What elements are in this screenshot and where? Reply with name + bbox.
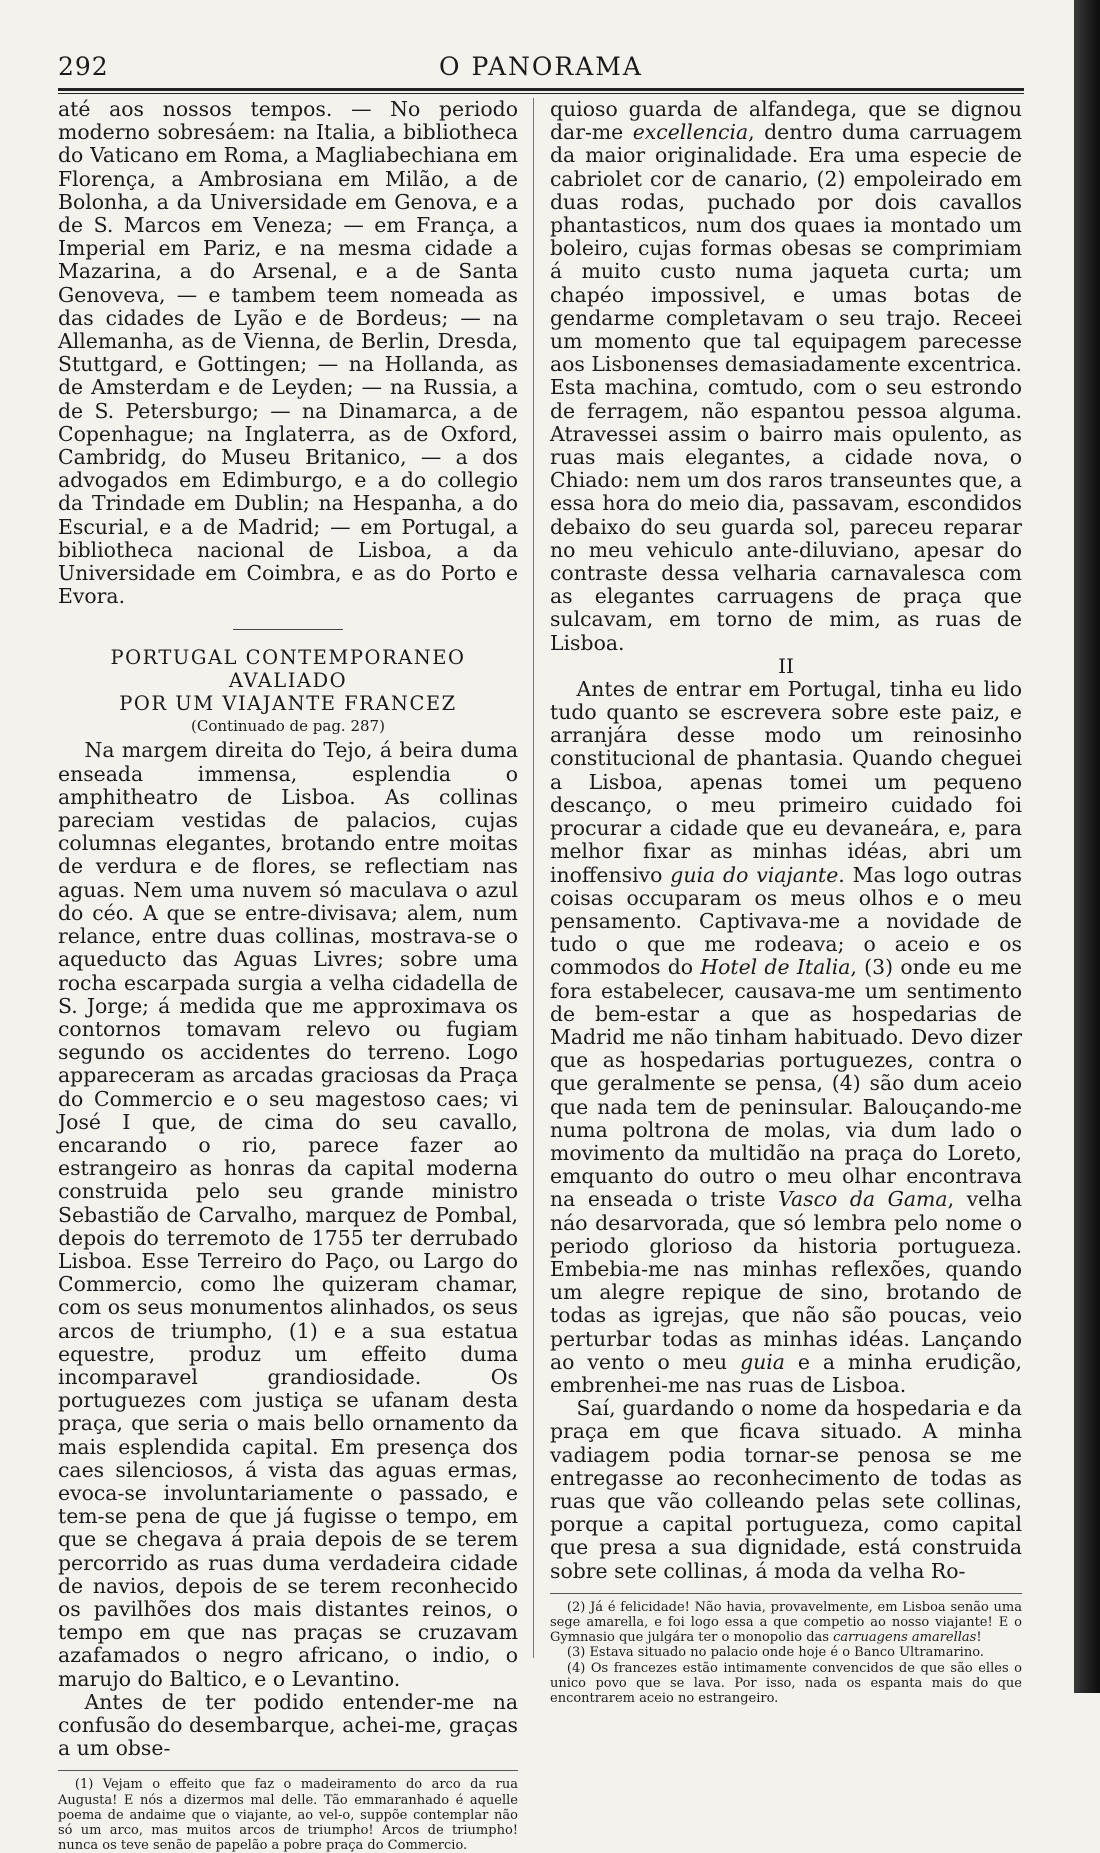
article-paragraph — [550, 678, 1022, 1397]
text-run: , dentro duma carruagem da maior originalidade. Era uma especie de cabriolet cor de canario, (2) empoleirado em duas rodas, puchado por dois cavallos phantasticos, num dos quaes ia montado um boleiro, cujas formas obesas se comprimiam á muito custo numa jaqueta curta; um chapéo impossivel, e umas botas de gendarme completavam o seu trajo. Receei um momento que tal equipagem parecesse aos Lisbonenses demasiadamente excentrica. Esta machina, comtudo, com o seu estrondo de ferragem, não espantou pessoa alguma. Atravessei assim o bairro mais opulento, as ruas mais elegantes, a cidade nova, o Chiado: nem um dos raros transeuntes que, a essa hora do meio dia, passavam, escondidos debaixo do seu guarda sol, pareceu reparar no meu vehiculo ante-diluviano, apesar do contraste dessa velharia carnavalesca com as elegantes carruagens de praça que sulcavam, em torno de mim, as ruas de Lisboa. — [550, 120, 1023, 655]
section-rule — [233, 629, 343, 630]
article-title-line-1: PORTUGAL CONTEMPORANEO AVALIADO — [110, 646, 466, 693]
text-run: ! — [976, 1630, 982, 1646]
article-subtitle: (Continuado de pag. 287) — [191, 717, 385, 736]
italic-phrase: carruagens amarellas — [833, 1630, 977, 1646]
footnote-rule — [550, 1593, 1022, 1594]
article-paragraph: Saí, guardando o nome da hospedaria e da praça em que ficava situado. A minha vadiagem podia tornar-se penosa se me entregasse ao reconhecimento de todas as ruas que vão colleando pelas sete collinas, porque a capital portugueza, como capital que presa a sua dignidade, está construida sobre sete collinas, á moda da velha Ro- — [550, 1396, 1022, 1583]
text-run: e a minha erudição, embrenhei-me nas ruas de Lisboa. — [550, 1349, 1022, 1397]
text-run: quioso guarda de alfandega, que se dignou dar-me — [550, 97, 1022, 145]
italic-phrase: excellencia — [632, 120, 749, 145]
italic-phrase: guia — [740, 1349, 785, 1374]
header-rule — [58, 88, 1024, 94]
text-run: , velha náo desarvorada, que só lembra pelo nome o periodo glorioso da historia portugueza. Embebia-me nas minhas reflexões, quando um alegre repique de sino, brotando de todas as igrejas, que não são poucas, veio perturbar todas as minhas idéas. Lançando ao vento o meu — [550, 1187, 1023, 1374]
footnote: (1) Vejam o effeito que faz o madeiramento do arco da rua Augusta! E nós a dizermos mal delle. Tão emmaranhado é aquelle poema de andaime que o viajante, ao vel-o, suppõe contemplar não só um arco, mas muitos arcos de triumpho! Arcos de triumpho! nunca os teve senão de papelão a pobre praça do Commercio. — [58, 1777, 518, 1853]
text-run: Antes de entrar em Portugal, tinha eu lido tudo quanto se escrevera sobre este paiz, e arranjára desse modo um reinosinho constitucional de phantasia. Quando cheguei a Lisboa, apenas tomei um pequeno descanço, o meu primeiro cuidado foi procurar a cidade que eu devaneára, e, para melhor fixar as minhas idéas, abri um inoffensivo — [550, 676, 1022, 887]
running-title: O PANORAMA — [439, 52, 643, 81]
text-run: , (3) onde eu me fora estabelecer, causava-me um sentimento de bem-estar a que as hospedarias de Madrid me não tinham habituado. Devo dizer que as hospedarias portuguezes, contra o que geralmente se pensa, (4) são dum aceio que nada tem de peninsular. Balouçando-me numa poltrona de molas, via dum lado o movimento da multidão na praça do Loreto, emquanto do outro o meu olhar encontrava na enseada o triste — [550, 955, 1022, 1212]
column-divider — [533, 98, 534, 1658]
text-run: . Mas logo outras coisas occuparam os meus olhos e o meu pensamento. Captivava-me a novidade de tudo o que me rodeava; o aceio e os commodos do — [550, 862, 1022, 980]
left-column — [58, 98, 518, 1853]
section-numeral: II — [778, 653, 794, 678]
article-paragraph: Na margem direita do Tejo, á beira duma enseada immensa, esplendia o amphitheatro de Lisboa. As collinas pareciam vestidas de palacios, cujas columnas elegantes, brotando entre moitas de verdura e de flores, se reflectiam nas aguas. Nem uma nuvem só maculava o azul do céo. A que se entre-divisava; alem, num relance, entre duas collinas, mostrava-se o aqueducto das Aguas Livres; sobre uma rocha escarpada surgia a velha cidadella de S. Jorge; á medida que me approximava os contornos tomavam relevo ou fugiam segundo os accidentes do terreno. Logo appareceram as arcadas graciosas da Praça do Commercio e o seu magestoso caes; vi José I que, de cima do seu cavallo, encarando o rio, parece fazer ao estrangeiro as honras da capital moderna construida pelo seu grande ministro Sebastião de Carvalho, marquez de Pombal, depois do terremoto de 1755 ter derrubado Lisboa. Esse Terreiro do Paço, ou Largo do Commercio, como lhe quizeram chamar, com os seus monumentos alinhados, os seus arcos de triumpho, (1) e a sua estatua equestre, produz um effeito duma incomparavel grandiosidade. Os portuguezes com justiça se ufanam desta praça, que seria o mais bello ornamento da mais esplendida capital. Em presença dos caes silenciosos, á vista das aguas ermas, evoca-se involuntariamente o passado, e tem-se pena de que já fugisse o tempo, em que se chegava á praia depois de se terem percorrido as ruas duma verdadeira cidade de navios, depois de se terem reconhecido os pavilhões dos mais distantes reinos, o tempo em que nas praças se cruzavam azafamados o negro africano, o indio, o marujo do Baltico, e o Levantino. — [58, 738, 518, 1691]
page-header — [58, 52, 1024, 86]
italic-phrase: guia do viajante — [670, 862, 839, 887]
footnote: (3) Estava situado no palacio onde hoje é o Banco Ultramarino. — [566, 1645, 984, 1661]
footnote-rule — [58, 1770, 518, 1771]
footnotes-right — [550, 1600, 1022, 1706]
text-run: (2) Já é felicidade! Não havia, provavelmente, em Lisboa senão uma sege amarella, e foi logo essa a que competio ao nosso viajante! E o Gymnasio que julgára ter o monopolio das — [550, 1599, 1022, 1646]
footnotes-left — [58, 1777, 518, 1853]
page-number: 292 — [58, 52, 109, 81]
footnote: (4) Os francezes estão intimamente convencidos de que são elles o unico povo que se lava. Por isso, nada os espanta mais do que encontrarem aceio no estrangeiro. — [550, 1660, 1022, 1707]
footnote — [550, 1600, 1022, 1646]
page-edge-shadow — [1074, 0, 1100, 1693]
italic-phrase: Hotel de Italia — [700, 955, 851, 980]
right-column — [550, 98, 1022, 1706]
article-paragraph: Antes de ter podido entender-me na confusão do desembarque, achei-me, graças a um obse- — [58, 1689, 518, 1761]
italic-phrase: Vasco da Gama — [778, 1187, 948, 1212]
continued-paragraph — [550, 98, 1022, 655]
intro-paragraph: até aos nossos tempos. — No periodo moderno sobresáem: na Italia, a bibliotheca do Vaticano em Roma, a Magliabechiana em Florença, a Ambrosiana em Milão, a de Bolonha, a da Universidade em Genova, e a de S. Marcos em Veneza; — em França, a Imperial em Pariz, e na mesma cidade a Mazarina, a do Arsenal, e a de Santa Genoveva, — e tambem teem nomeada as das cidades de Lyão e de Bordeus; — na Allemanha, as de Vienna, de Berlin, Dresda, Stuttgard, e Gottingen; — na Hollanda, as de Amsterdam e de Leyden; — na Russia, a de S. Petersburgo; — na Dinamarca, a de Copenhague; na Inglaterra, as de Oxford, Cambridg, do Museu Britanico, — a dos advogados em Edimburgo, e a do collegio da Trindade em Dublin; na Hespanha, a do Escurial, e a de Madrid; — em Portugal, a bibliotheca nacional de Lisboa, a da Universidade em Coimbra, e as do Porto e Evora. — [58, 97, 518, 609]
article-title-line-2: POR UM VIAJANTE FRANCEZ — [119, 692, 457, 716]
